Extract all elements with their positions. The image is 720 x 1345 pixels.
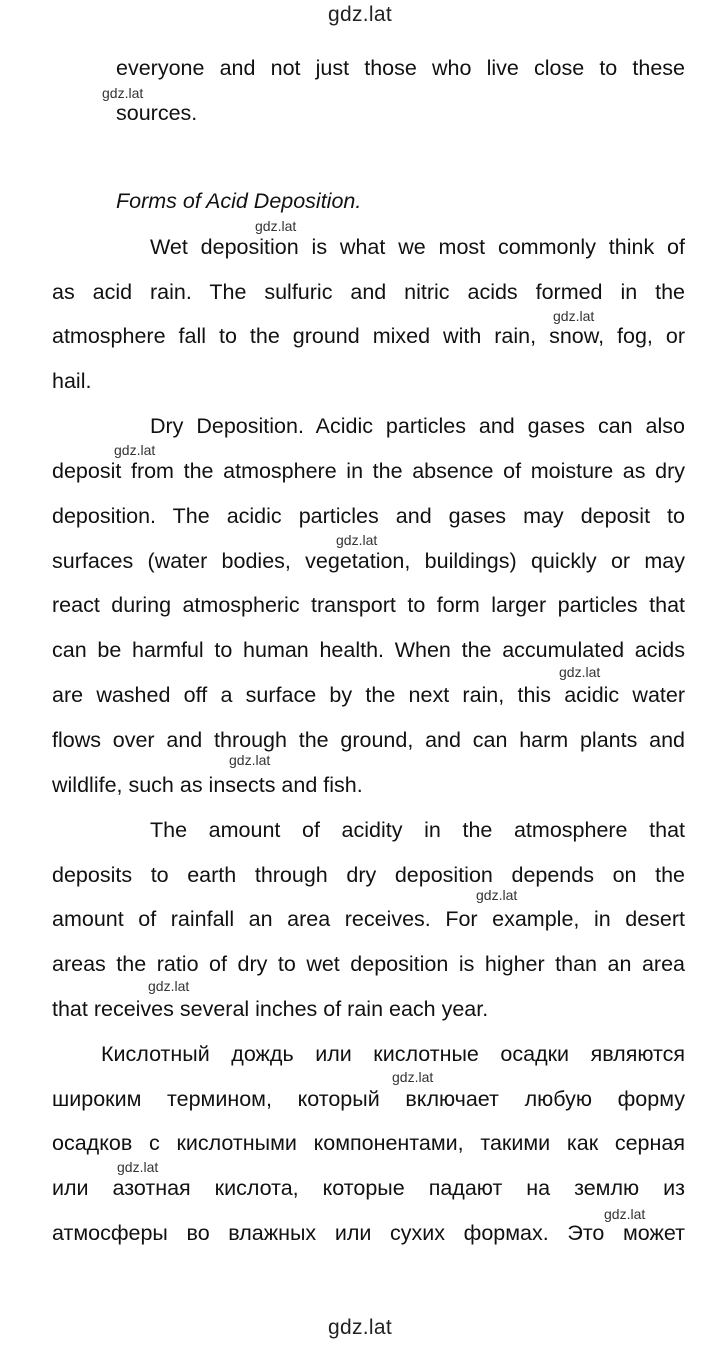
watermark: gdz.lat (392, 1069, 434, 1085)
watermark: gdz.lat (114, 442, 156, 458)
text-line: широким термином, который включает любую форму (52, 1087, 685, 1111)
text-line: Кислотный дождь или кислотные осадки являются (101, 1042, 685, 1066)
text-line: are washed off a surface by the next rain, this acidic water (52, 683, 685, 707)
text-line: Wet deposition is what we most commonly think of (150, 235, 685, 259)
text-line: deposition. The acidic particles and gases may deposit to (52, 504, 685, 528)
watermark: gdz.lat (229, 752, 271, 768)
text-line: react during atmospheric transport to form larger particles that (52, 593, 685, 617)
text-line: can be harmful to human health. When the accumulated acids (52, 638, 685, 662)
watermark: gdz.lat (476, 887, 518, 903)
site-footer: gdz.lat (328, 1316, 392, 1339)
text-line: atmosphere fall to the ground mixed with rain, snow, fog, or (52, 324, 685, 348)
watermark: gdz.lat (102, 85, 144, 101)
watermark: gdz.lat (604, 1206, 646, 1222)
text-line: hail. (52, 369, 92, 393)
site-header: gdz.lat (328, 3, 392, 26)
watermark: gdz.lat (255, 218, 297, 234)
text-line: осадков с кислотными компонентами, такими как серная (52, 1131, 685, 1155)
text-line: sources. (116, 101, 198, 125)
text-line: deposit from the atmosphere in the absence of moisture as dry (52, 459, 685, 483)
watermark: gdz.lat (559, 664, 601, 680)
text-line: flows over and through the ground, and can harm plants and (52, 728, 685, 752)
text-line: amount of rainfall an area receives. For example, in desert (52, 907, 685, 931)
text-line: wildlife, such as insects and fish. (52, 773, 363, 797)
text-line: surfaces (water bodies, vegetation, buildings) quickly or may (52, 549, 685, 573)
text-line: everyone and not just those who live close to these (116, 56, 685, 80)
text-line: атмосферы во влажных или сухих формах. Это может (52, 1221, 685, 1245)
text-line: areas the ratio of dry to wet deposition is higher than an area (52, 952, 685, 976)
watermark: gdz.lat (117, 1159, 159, 1175)
text-line: as acid rain. The sulfuric and nitric acids formed in the (52, 280, 685, 304)
text-line: The amount of acidity in the atmosphere that (150, 818, 685, 842)
text-line: или азотная кислота, которые падают на землю из (52, 1176, 685, 1200)
text-line: deposits to earth through dry deposition depends on the (52, 863, 685, 887)
watermark: gdz.lat (553, 308, 595, 324)
section-heading: Forms of Acid Deposition. (116, 189, 362, 213)
text-line: that receives several inches of rain each year. (52, 997, 489, 1021)
watermark: gdz.lat (336, 532, 378, 548)
watermark: gdz.lat (148, 978, 190, 994)
text-line: Dry Deposition. Acidic particles and gases can also (150, 414, 685, 438)
